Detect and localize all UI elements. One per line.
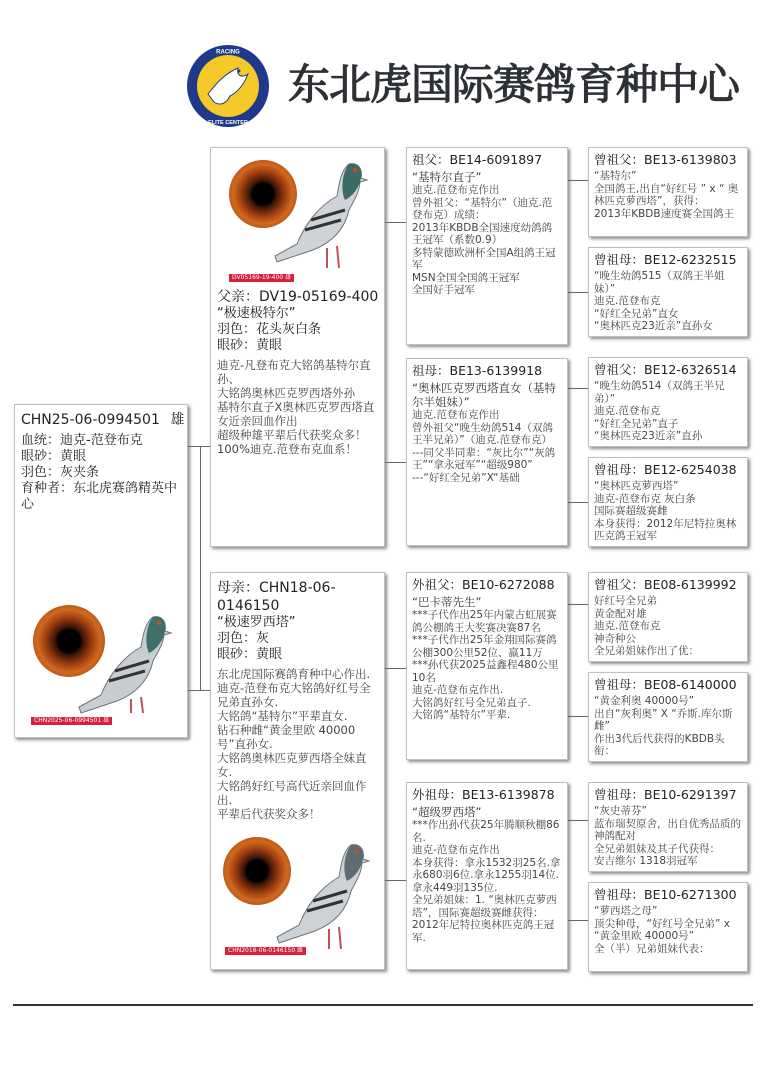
ggp-body-line: 2013年KBDB速度赛全国鸽王: [594, 207, 735, 220]
dam-header: 母亲：CHN18-06-0146150: [217, 580, 336, 614]
ggp-body-line: 迪克-范登布克 灰白条: [594, 492, 696, 505]
photo-tag: CHN2018-06-0146150 雌: [225, 947, 306, 955]
ggp-body-line: “好红全兄弟”直子: [594, 417, 679, 430]
gp-header: 祖父：BE14-6091897: [412, 152, 543, 167]
ggp-header: 曾祖父：BE12-6326514: [594, 362, 737, 377]
gp-body-line: 曾外祖父：“基特尔”（迪克.范登布克）成绩：: [412, 196, 553, 221]
ggp-body-line: 国际赛超级赛雌: [594, 505, 668, 517]
sire-photo: [217, 148, 378, 288]
sire-body-line: 迪克-凡登布克大铭鸽基特尔直孙、: [217, 358, 371, 386]
dam-line: 羽色：灰: [217, 631, 270, 646]
ggp-header: 曾祖母：BE12-6254038: [594, 462, 737, 477]
ggp-body-line: “晚生幼鸽514（双鸽王半兄弟）”: [594, 380, 725, 405]
connector-line: [568, 604, 588, 605]
ggp-body-line: 迪克.范登布克: [594, 405, 661, 417]
dam-body-line: 大铭鸽“基特尔”平辈直女.: [217, 709, 348, 723]
gp-body-line: 大铭鸽“基特尔”平辈.: [412, 709, 511, 721]
gp-body-line: 全国好手冠军: [412, 284, 475, 296]
great-grandparent-card: [588, 572, 748, 662]
connector-line: [568, 388, 588, 389]
gp-name: “巴卡蒂先生”: [412, 595, 482, 609]
gp-name: “超级罗西塔”: [412, 805, 482, 819]
gp-body-line: 全兄弟姐妹：1. “奥林匹克萝西塔”，国际赛超级赛雌获得：2012年尼特拉奥林匹克鸽王冠军.: [412, 894, 557, 944]
connector-line: [568, 920, 588, 921]
gp-name: “基特尔直子”: [412, 170, 482, 184]
ggp-header: 曾祖母：BE10-6271300: [594, 887, 737, 902]
dam-body-line: 大铭鸽好红号高代近亲回血作出.: [217, 779, 367, 807]
dam-photo: [215, 835, 381, 967]
connector-line: [568, 292, 588, 293]
gp-body-line: 2013年KBDB全国速度幼鸽鸽王冠军（系数0.9）: [412, 221, 553, 246]
gp-body-line: 迪克-范登布克作出.: [412, 684, 504, 696]
ggp-body-line: 本身获得：2012年尼特拉奥林匹克鸽王冠军: [594, 517, 737, 542]
ggp-body-line: “奥林匹克23近亲”直孙: [594, 430, 703, 442]
dam-line: 眼砂：黄眼: [217, 647, 283, 662]
gp-header: 祖母：BE13-6139918: [412, 363, 543, 378]
connector-line: [385, 668, 406, 669]
connector-line: [200, 446, 201, 691]
great-grandparent-card: [588, 457, 748, 547]
svg-text:RACING: RACING: [216, 49, 240, 56]
pigeon-logo-icon: [186, 44, 270, 128]
subject-photo: [19, 601, 183, 733]
svg-text:ELITE CENTER: ELITE CENTER: [208, 120, 248, 126]
sire-body-line: 超级种雄平辈后代获奖众多！: [217, 428, 367, 442]
great-grandparent-card: [588, 357, 748, 447]
ggp-body-line: 出自“灰利奥” X “乔斯.库尔斯雌”: [594, 707, 733, 732]
subject-line: 眼砂：黄眼: [21, 449, 87, 464]
sire-card: [210, 147, 385, 547]
sire-line: 眼砂：黄眼: [217, 338, 283, 353]
subject-sex: 雄: [170, 412, 185, 428]
ggp-body-line: “黄金利奥 40000号”: [594, 695, 695, 707]
gp-name: “奥林匹克罗西塔直女（基特尔半姐妹）”: [412, 381, 556, 409]
gp-body-line: 迪克.范登布克作出: [412, 409, 500, 421]
ggp-body-line: “萝西塔之母”: [594, 905, 658, 917]
great-grandparent-card: [588, 782, 748, 872]
gp-body-line: MSN全国全国鸽王冠军: [412, 271, 520, 284]
connector-line: [385, 880, 406, 881]
dam-card: [210, 572, 385, 970]
ggp-body-line: “好红全兄弟”直女: [594, 307, 679, 320]
gp-body-line: 多特蒙德欧洲杯全国A组鸽王冠军: [412, 246, 556, 271]
granddam-maternal-card: [406, 782, 568, 970]
pigeon-photo-icon: [263, 835, 379, 961]
ggp-body-line: 迪克.范登布克: [594, 295, 661, 307]
gp-body-line: ***子代作出25年金翔国际赛鸽公棚300公里52位、羸11万: [412, 634, 557, 659]
dam-body-line: 迪克-范登布克大铭鸽好红号全兄弟直孙女.: [217, 681, 371, 709]
great-grandparent-card: [588, 247, 748, 337]
dam-body-line: 平辈后代获奖众多！: [217, 807, 321, 821]
dam-body-line: 大铭鸽奥林匹克萝西塔全妹直女.: [217, 751, 367, 779]
ggp-body-line: 神奇种公: [594, 632, 636, 645]
connector-line: [568, 502, 588, 503]
ggp-body-line: 全国鸽王,出自“好红号 ” x “ 奥林匹克萝西塔”，获得：: [594, 182, 739, 207]
gp-body-line: 迪克-范登布克作出: [412, 844, 500, 856]
sire-body-line: 大铭鸽奥林匹克罗西塔外孙: [217, 386, 355, 400]
connector-line: [200, 446, 210, 447]
footer-divider: [13, 1004, 753, 1006]
dam-body-line: 东北虎国际赛鸽育种中心作出.: [217, 667, 371, 681]
connector-line: [568, 716, 588, 717]
grandsire-paternal-card: [406, 147, 568, 345]
connector-line: [385, 462, 406, 463]
connector-line: [385, 222, 406, 223]
ggp-body-line: 蓝布瑞契原舍，出自优秀品质的神鸽配对: [594, 817, 741, 842]
gp-body-line: 迪克.范登布克作出: [412, 184, 500, 196]
connector-line: [188, 446, 200, 447]
grandsire-maternal-card: [406, 572, 568, 760]
connector-line: [200, 690, 210, 691]
ggp-body-line: “晚生幼鸽515（双鸽王半姐妹）”: [594, 270, 725, 295]
ggp-body-line: 全兄弟姐妹及其子代获得：: [594, 842, 720, 855]
sire-line: 羽色：花头灰白条: [217, 322, 322, 337]
ggp-body-line: “奥林匹克萝西塔”: [594, 480, 679, 492]
ggp-header: 曾祖母：BE08-6140000: [594, 677, 737, 692]
photo-tag: DV05169-19-400 雄: [229, 274, 294, 282]
gp-body-line: ***子代作出25年内蒙古虹展赛鸽公棚鸽王大奖赛决赛87名: [412, 609, 557, 634]
ggp-body-line: 顶尖种母，“好红号全兄弟” x “黄金里欧 40000号”: [594, 917, 730, 942]
sire-body-line: 基特尔直子X奥林匹克罗西塔直女近亲回血作出: [217, 400, 375, 428]
subject-line: 育种者：东北虎赛鸽精英中心: [21, 481, 178, 512]
ggp-body-line: 全（半）兄弟姐妹代表：: [594, 942, 710, 955]
ggp-body-line: 迪克.范登布克: [594, 620, 661, 632]
gp-body-line: 大铭鸽好红号全兄弟直子.: [412, 696, 531, 709]
ggp-header: 曾祖母：BE12-6232515: [594, 252, 737, 267]
pigeon-photo-icon: [61, 601, 181, 721]
pigeon-photo-icon: [261, 154, 377, 284]
great-grandparent-card: [588, 882, 748, 972]
gp-header: 外祖父：BE10-6272088: [412, 577, 555, 592]
connector-line: [568, 820, 588, 821]
gp-body-line: ---同父半同辈：“灰比尔”“灰鸽王”“拿永冠军”“超级980”: [412, 446, 556, 471]
ggp-body-line: 安吉维尔 1318羽冠军: [594, 855, 698, 867]
sire-body-line: 100%迪克.范登布克血系！: [217, 442, 358, 456]
gp-body-line: ---“好红全兄弟”X“基础: [412, 471, 520, 484]
ggp-header: 曾祖父：BE08-6139992: [594, 577, 737, 592]
dam-name: “极速罗西塔”: [217, 615, 296, 630]
gp-header: 外祖母：BE13-6139878: [412, 787, 555, 802]
sire-name: “极速极特尔”: [217, 306, 296, 321]
logo: [186, 44, 270, 128]
page-title: 东北虎国际赛鸽育种中心: [288, 60, 740, 109]
gp-body-line: 本身获得：拿永1532羽25名.拿永680羽6位.拿永1255羽14位.拿永449羽135位.: [412, 856, 561, 894]
ggp-header: 曾祖父：BE13-6139803: [594, 152, 737, 167]
sire-header: 父亲：DV19-05169-400: [217, 289, 379, 305]
connector-line: [188, 690, 200, 691]
subject-line: 羽色：灰夹条: [21, 465, 100, 480]
ggp-body-line: 黄金配对雄: [594, 607, 647, 620]
gp-body-line: ***作出孙代获25年腾顺秋棚86名.: [412, 819, 560, 844]
great-grandparent-card: [588, 672, 748, 762]
ggp-body-line: “灰史蒂芬”: [594, 805, 647, 817]
subject-card: [14, 404, 188, 738]
great-grandparent-card: [588, 147, 748, 237]
photo-tag: CHN2025-06-0994501 雄: [31, 717, 112, 725]
gp-body-line: 曾外祖父“晚生幼鸽514（双鸽王半兄弟）”（迪克.范登布克）: [412, 421, 553, 446]
granddam-paternal-card: [406, 358, 568, 546]
ggp-body-line: 作出3代后代获得的KBDB头衔：: [594, 732, 725, 757]
ggp-body-line: “奥林匹克23近亲”直孙女: [594, 320, 713, 332]
ggp-body-line: 好红号全兄弟: [594, 595, 657, 607]
connector-line: [568, 180, 588, 181]
dam-body-line: 钻石种雌“黄金里欧 40000号”直孙女.: [217, 723, 356, 751]
ggp-body-line: 全兄弟姐妹作出了优：: [594, 645, 699, 657]
ggp-body-line: “基特尔”: [594, 170, 637, 182]
subject-line: 血统：迪克-范登布克: [21, 433, 143, 448]
ggp-header: 曾祖母：BE10-6291397: [594, 787, 737, 802]
gp-body-line: ***孙代获2025益鑫程480公里10名: [412, 659, 559, 684]
subject-ring: CHN25-06-0994501: [21, 412, 160, 428]
